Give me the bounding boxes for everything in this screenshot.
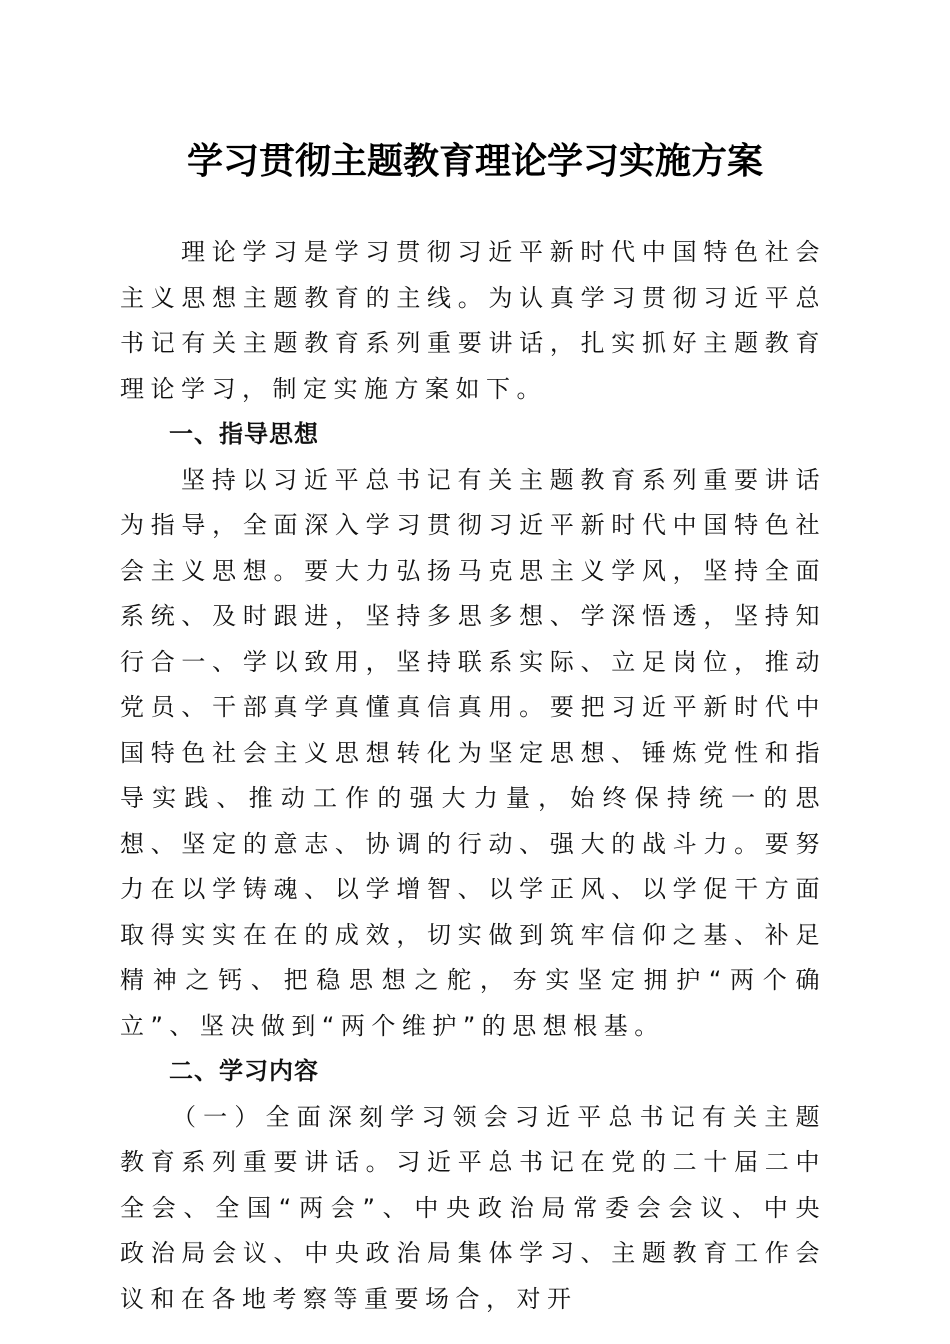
section-heading-guiding-ideology: 一、指导思想: [169, 420, 319, 448]
section-paragraph: 坚持以习近平总书记有关主题教育系列重要讲话为指导，全面深入学习贯彻习近平新时代中国特色社会主义思想。要大力弘扬马克思主义学风，坚持全面系统、及时跟进，坚持多思多想、学深悟透，坚持知行合一、学以致用，坚持联系实际、立足岗位，推动党员、干部真学真懂真信真用。要把习近平新时代中国特色社会主义思想转化为坚定思想、锤炼党性和指导实践、推动工作的强大力量，始终保持统一的思想、坚定的意志、协调的行动、强大的战斗力。要努力在以学铸魂、以学增智、以学正风、以学促干方面取得实实在在的成效，切实做到筑牢信仰之基、补足精神之钙、把稳思想之舵，夯实坚定拥护“两个确立”、坚决做到“两个维护”的思想根基。: [120, 465, 826, 1040]
document-body: [120, 230, 826, 1322]
section-paragraph: （一）全面深刻学习领会习近平总书记有关主题教育系列重要讲话。习近平总书记在党的二十届二中全会、全国“两会”、中央政治局常委会会议、中央政治局会议、中央政治局集体学习、主题教育工作会议和在各地考察等重要场合，对开: [120, 1102, 826, 1313]
intro-paragraph: 理论学习是学习贯彻习近平新时代中国特色社会主义思想主题教育的主线。为认真学习贯彻习近平总书记有关主题教育系列重要讲话，扎实抓好主题教育理论学习，制定实施方案如下。: [120, 238, 826, 403]
document-title: 学习贯彻主题教育理论学习实施方案: [186, 140, 763, 182]
section-heading-study-content: 二、学习内容: [169, 1057, 319, 1085]
